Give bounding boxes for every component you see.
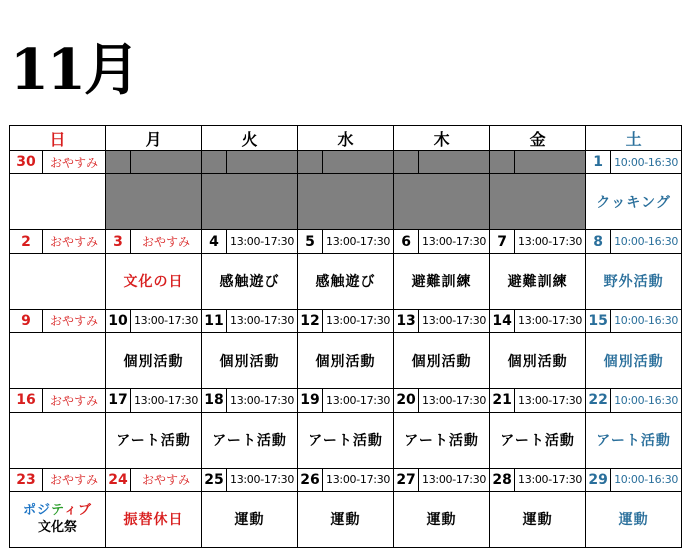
date-hours: 13:00-17:30 (323, 230, 394, 253)
date-number: 14 (490, 309, 515, 332)
date-number: 12 (298, 309, 323, 332)
event-cell: 運動 (490, 491, 586, 547)
date-hours: 10:00-16:30 (611, 389, 682, 412)
date-number: 2 (10, 230, 43, 253)
date-number: 13 (394, 309, 419, 332)
event-cell: 感触遊び (298, 253, 394, 309)
date-hours: 13:00-17:30 (227, 389, 298, 412)
week-3-events (10, 333, 682, 389)
event-cell: 運動 (202, 491, 298, 547)
event-cell: アート活動 (202, 412, 298, 468)
event-cell: 個別活動 (298, 333, 394, 389)
positive-char: ジ (37, 503, 52, 519)
date-number: 7 (490, 230, 515, 253)
date-hours: 13:00-17:30 (515, 389, 586, 412)
event-cell (10, 333, 106, 389)
date-hours: 13:00-17:30 (419, 468, 490, 491)
positive-char: テ (51, 503, 64, 519)
day-header-mon: 月 (106, 126, 202, 151)
event-cell: 運動 (586, 491, 682, 547)
event-cell: アート活動 (490, 412, 586, 468)
week-4-events (10, 412, 682, 468)
date-number: 1 (586, 151, 611, 174)
date-number: 10 (106, 309, 131, 332)
empty-event-cell (490, 174, 586, 230)
event-cell: アート活動 (394, 412, 490, 468)
date-number: 11 (202, 309, 227, 332)
date-number: 21 (490, 389, 515, 412)
positive-char: ブ (78, 503, 93, 519)
date-number: 6 (394, 230, 419, 253)
empty-date-cell (490, 151, 515, 174)
event-cell: 野外活動 (586, 253, 682, 309)
date-number: 30 (10, 151, 43, 174)
date-hours: 13:00-17:30 (227, 468, 298, 491)
day-header-wed: 水 (298, 126, 394, 151)
date-hours: 13:00-17:30 (227, 309, 298, 332)
date-number: 16 (10, 389, 43, 412)
day-header-sat: 土 (586, 126, 682, 151)
event-cell: 運動 (394, 491, 490, 547)
event-cell: 運動 (298, 491, 394, 547)
event-cell: 感触遊び (202, 253, 298, 309)
date-number: 15 (586, 309, 611, 332)
date-hours: 13:00-17:30 (323, 389, 394, 412)
date-hours: 10:00-16:30 (611, 151, 682, 174)
week-2-events (10, 253, 682, 309)
date-hours: 13:00-17:30 (515, 468, 586, 491)
event-cell-positive-festival (10, 491, 106, 547)
event-cell: 個別活動 (394, 333, 490, 389)
festival-label: 文化祭 (38, 520, 78, 536)
day-header-thu: 木 (394, 126, 490, 151)
day-header-tue: 火 (202, 126, 298, 151)
date-number: 5 (298, 230, 323, 253)
date-number: 26 (298, 468, 323, 491)
date-hours: 10:00-16:30 (611, 468, 682, 491)
week-2-dates (10, 230, 682, 253)
empty-date-cell (202, 151, 227, 174)
week-5-events (10, 491, 682, 547)
date-hours: おやすみ (43, 151, 106, 174)
date-hours: おやすみ (131, 230, 202, 253)
date-hours: 13:00-17:30 (227, 230, 298, 253)
date-hours: 13:00-17:30 (515, 309, 586, 332)
week-5-dates (10, 468, 682, 491)
event-cell: アート活動 (586, 412, 682, 468)
empty-date-cell (298, 151, 323, 174)
event-cell: 個別活動 (490, 333, 586, 389)
empty-date-cell (227, 151, 298, 174)
date-number: 29 (586, 468, 611, 491)
date-hours: おやすみ (43, 309, 106, 332)
event-cell: クッキング (586, 174, 682, 230)
date-number: 20 (394, 389, 419, 412)
positive-char: ィ (63, 503, 78, 519)
week-4-dates (10, 389, 682, 412)
date-number: 17 (106, 389, 131, 412)
empty-date-cell (106, 151, 131, 174)
empty-date-cell (419, 151, 490, 174)
date-hours: 13:00-17:30 (419, 230, 490, 253)
event-cell: 避難訓練 (490, 253, 586, 309)
date-hours: 13:00-17:30 (515, 230, 586, 253)
date-hours: 13:00-17:30 (323, 468, 394, 491)
event-cell: アート活動 (106, 412, 202, 468)
date-hours: おやすみ (131, 468, 202, 491)
date-number: 9 (10, 309, 43, 332)
day-header-fri: 金 (490, 126, 586, 151)
calendar-table (9, 125, 682, 548)
empty-event-cell (298, 174, 394, 230)
date-hours: 10:00-16:30 (611, 309, 682, 332)
date-hours: 13:00-17:30 (419, 309, 490, 332)
date-hours: 13:00-17:30 (131, 309, 202, 332)
event-cell: 避難訓練 (394, 253, 490, 309)
week-1-events (10, 174, 682, 230)
empty-date-cell (515, 151, 586, 174)
day-header-sun: 日 (10, 126, 106, 151)
weekday-header-row (10, 126, 682, 151)
date-hours: おやすみ (43, 389, 106, 412)
event-cell: アート活動 (298, 412, 394, 468)
date-number: 28 (490, 468, 515, 491)
week-3-dates (10, 309, 682, 332)
empty-event-cell (202, 174, 298, 230)
date-number: 27 (394, 468, 419, 491)
event-cell (10, 253, 106, 309)
event-cell (10, 174, 106, 230)
empty-event-cell (106, 174, 202, 230)
positive-label (10, 502, 105, 519)
empty-date-cell (394, 151, 419, 174)
date-number: 3 (106, 230, 131, 253)
date-number: 22 (586, 389, 611, 412)
date-number: 4 (202, 230, 227, 253)
date-number: 8 (586, 230, 611, 253)
event-cell: 文化の日 (106, 253, 202, 309)
event-cell: 個別活動 (106, 333, 202, 389)
date-number: 24 (106, 468, 131, 491)
event-cell: 個別活動 (202, 333, 298, 389)
date-hours: おやすみ (43, 230, 106, 253)
date-hours: 13:00-17:30 (419, 389, 490, 412)
event-cell: 振替休日 (106, 491, 202, 547)
event-cell (10, 412, 106, 468)
empty-date-cell (131, 151, 202, 174)
date-number: 23 (10, 468, 43, 491)
month-title: 11月 (10, 37, 138, 103)
empty-date-cell (323, 151, 394, 174)
date-hours: おやすみ (43, 468, 106, 491)
positive-char: ポ (22, 503, 37, 519)
date-number: 25 (202, 468, 227, 491)
date-number: 18 (202, 389, 227, 412)
date-hours: 13:00-17:30 (323, 309, 394, 332)
date-hours: 13:00-17:30 (131, 389, 202, 412)
empty-event-cell (394, 174, 490, 230)
week-1-dates (10, 151, 682, 174)
date-hours: 10:00-16:30 (611, 230, 682, 253)
date-number: 19 (298, 389, 323, 412)
event-cell: 個別活動 (586, 333, 682, 389)
